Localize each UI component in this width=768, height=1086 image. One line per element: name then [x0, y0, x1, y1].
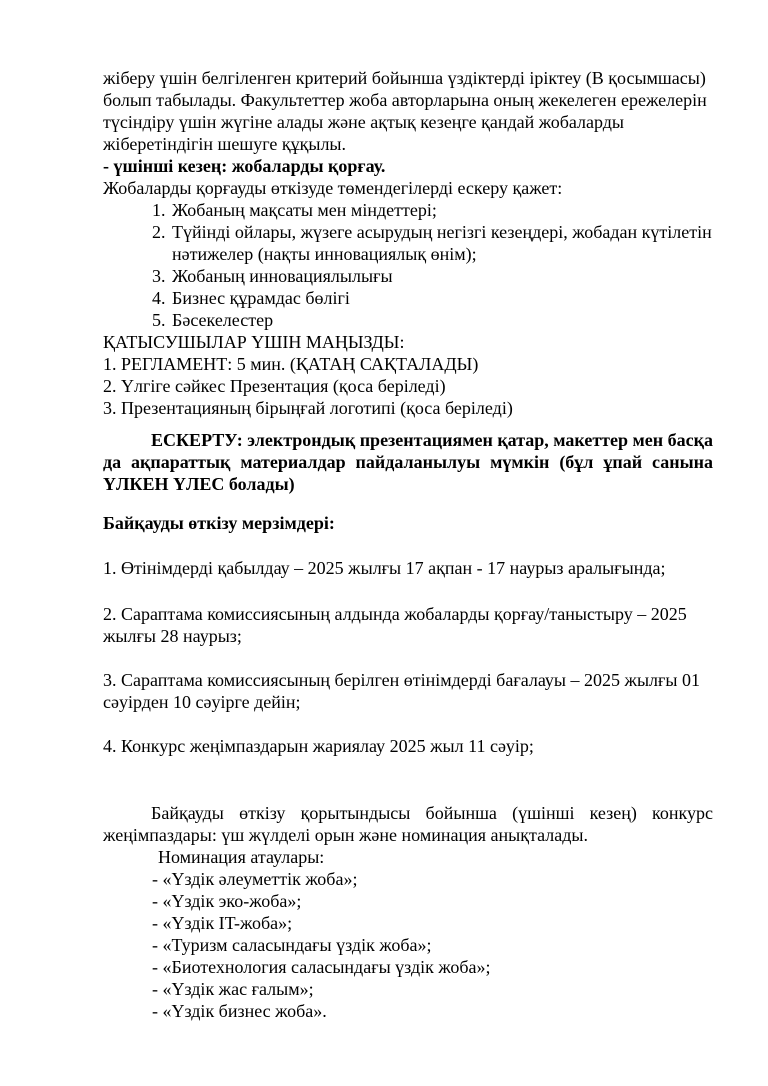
- list-item-number: 2.: [152, 222, 166, 242]
- list-item-number: 5.: [152, 310, 166, 330]
- nominations-list: [103, 868, 713, 1022]
- intro-paragraph: жіберу үшін белгіленген критерий бойынша үздіктерді іріктеу (В қосымшасы) болып табылады. Факультеттер жоба авторларына оның жекелеген ережелерін түсіндіру үшін жүгіне алады және ақтық кезеңге қандай жобаларды жіберетіндігін шешуге құқылы.: [103, 68, 707, 154]
- list-item: [103, 309, 713, 331]
- nomination-item: - «Туризм саласындағы үздік жоба»;: [152, 935, 432, 955]
- list-item-text: Бәсекелестер: [172, 310, 274, 330]
- schedule-item: 4. Конкурс жеңімпаздарын жариялау 2025 жыл 11 сәуір;: [103, 736, 534, 756]
- important-item: 2. Үлгіге сәйкес Презентация (қоса беріледі): [103, 376, 446, 396]
- document-content: [103, 67, 713, 1022]
- nomination-item: - «Биотехнология саласындағы үздік жоба»;: [152, 957, 491, 977]
- note-paragraph: ЕСКЕРТУ: электрондық презентациямен қатар, макеттер мен басқа да ақпараттық материалдар пайдаланылуы мүмкін (бұл ұпай санына ҮЛКЕН ҮЛЕС болады): [103, 430, 714, 494]
- schedule-item: 2. Сараптама комиссиясының алдында жобаларды қорғау/таныстыру – 2025 жылғы 28 наурыз;: [103, 604, 687, 646]
- list-item-number: 1.: [152, 200, 166, 220]
- stage3-heading: - үшінші кезең: жобаларды қорғау.: [103, 156, 386, 176]
- list-item-text: Бизнес құрамдас бөлігі: [172, 288, 350, 308]
- defense-criteria-list: [103, 199, 713, 331]
- important-item: 3. Презентацияның бірыңғай логотипі (қоса беріледі): [103, 398, 513, 418]
- results-paragraph: Байқауды өткізу қорытындысы бойынша (үшінші кезең) конкурс жеңімпаздары: үш жүлделі орын және номинация анықталады.: [103, 803, 713, 845]
- list-item-text: Жобаның мақсаты мен міндеттері;: [172, 200, 437, 220]
- list-item: [103, 199, 713, 221]
- list-item-number: 3.: [152, 266, 166, 286]
- important-item: 1. РЕГЛАМЕНТ: 5 мин. (ҚАТАҢ САҚТАЛАДЫ): [103, 354, 479, 374]
- nomination-item: - «Үздік жас ғалым»;: [152, 979, 314, 999]
- list-item: [103, 265, 713, 287]
- nomination-item: - «Үздік әлеуметтік жоба»;: [152, 869, 358, 889]
- list-item: [103, 221, 713, 265]
- defense-intro: Жобаларды қорғауды өткізуде төмендегілерді ескеру қажет:: [103, 178, 563, 198]
- nominations-heading: Номинация атаулары:: [158, 847, 325, 867]
- nomination-item: - «Үздік эко-жоба»;: [152, 891, 302, 911]
- schedule-item: 1. Өтінімдерді қабылдау – 2025 жылғы 17 ақпан - 17 наурыз аралығында;: [103, 558, 666, 578]
- list-item-number: 4.: [152, 288, 166, 308]
- nomination-item: - «Үздік бизнес жоба».: [152, 1001, 327, 1021]
- important-heading: ҚАТЫСУШЫЛАР ҮШІН МАҢЫЗДЫ:: [103, 332, 405, 352]
- schedule-item: 3. Сараптама комиссиясының берілген өтінімдерді бағалауы – 2025 жылғы 01 сәуірден 10 сәуірге дейін;: [103, 670, 700, 712]
- list-item: [103, 287, 713, 309]
- nomination-item: - «Үздік IT-жоба»;: [152, 913, 293, 933]
- schedule-heading: Байқауды өткізу мерзімдері:: [103, 513, 335, 533]
- list-item-text: Түйінді ойлары, жүзеге асырудың негізгі кезеңдері, жобадан күтілетін нәтижелер (нақты инновациялық өнім);: [172, 222, 712, 264]
- list-item-text: Жобаның инновациялылығы: [172, 266, 393, 286]
